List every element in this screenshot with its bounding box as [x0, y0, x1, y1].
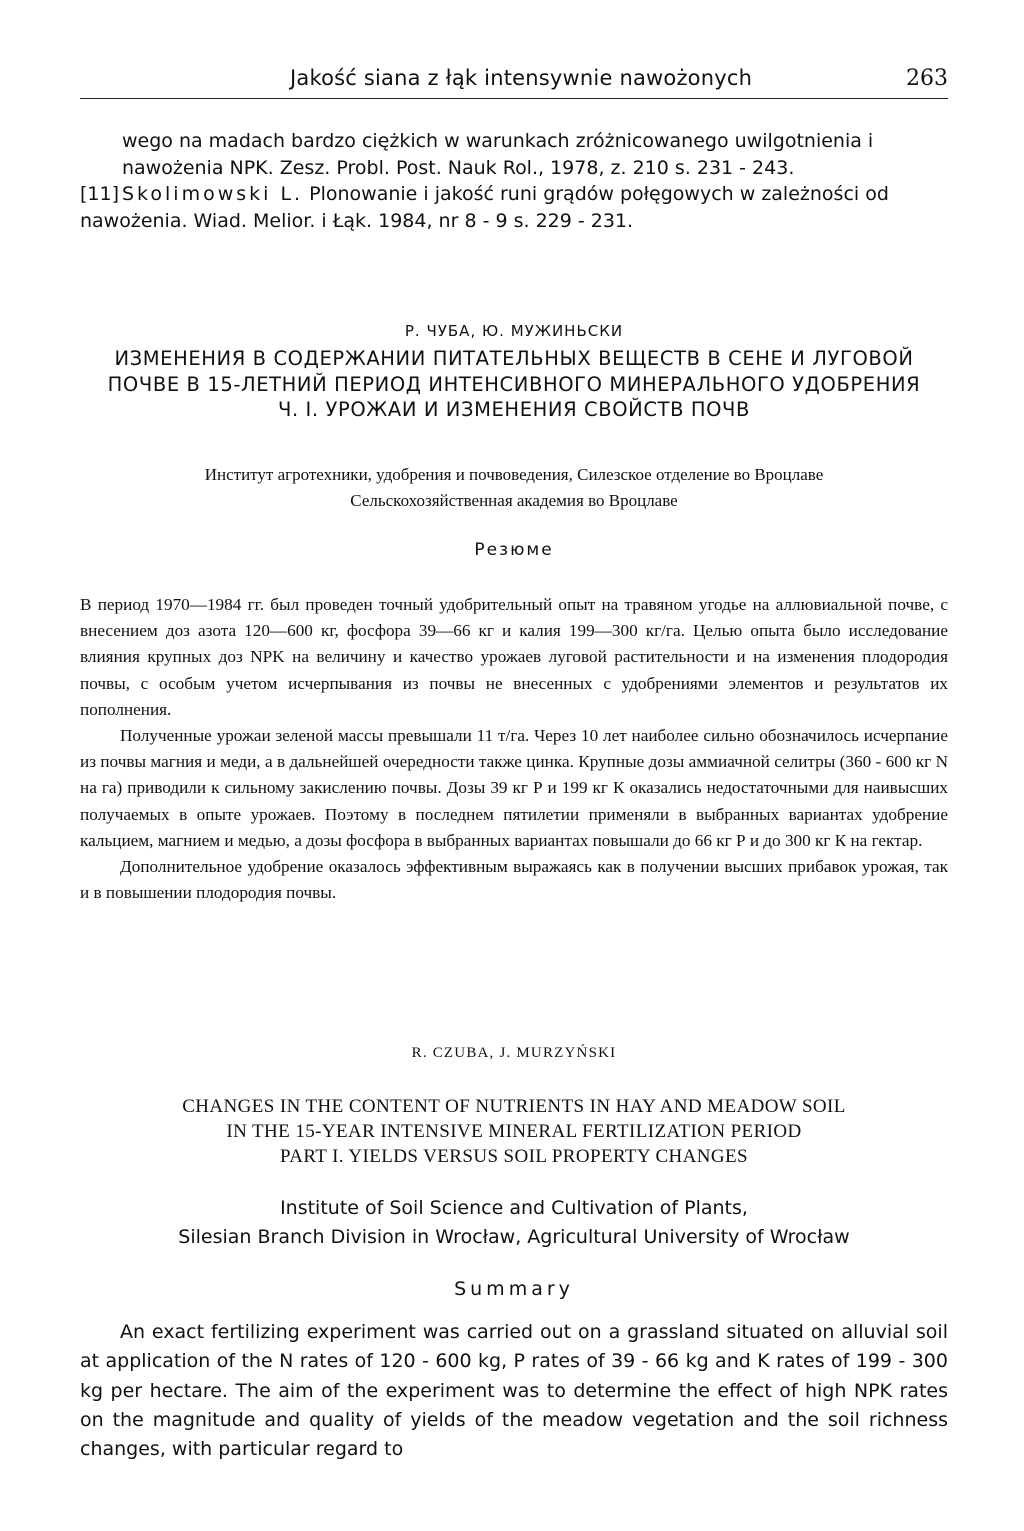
russian-title — [80, 346, 948, 423]
english-summary — [80, 1318, 948, 1464]
english-title-line: CHANGES IN THE CONTENT OF NUTRIENTS IN HAY AND MEADOW SOIL — [182, 1096, 846, 1117]
running-header — [80, 64, 948, 99]
russian-summary-heading: Резюме — [474, 540, 554, 560]
russian-paragraph: Полученные урожаи зеленой массы превышали 11 т/га. Через 10 лет наиболее сильно обозначилось исчерпание из почвы магния и меди, а в дальнейшей очередности также цинка. Крупные дозы аммиачной селитры (360 - 600 кг N на га) приводили к сильному закислению почвы. Дозы 39 кг Р и 199 кг К оказались недостаточными для наивысших получаемых в опыте урожаев. Поэтому в последнем пятилетии применяли в выбранных вариантах удобрение кальцием, магнием и медью, а дозы фосфора в выбранных вариантах повышали до 66 кг Р и до 300 кг К на гектар. — [80, 726, 948, 850]
english-summary-heading: Summary — [454, 1278, 574, 1300]
russian-institute-line: Институт агротехники, удобрения и почвоведения, Силезское отделение во Вроцлаве — [204, 465, 824, 484]
russian-paragraph: В период 1970—1984 гг. был проведен точный удобрительный опыт на травяном угодье на аллювиальной почве, с внесением доз азота 120—600 кг, фосфора 39—66 кг и калия 199—300 кг/га. Целью опыта было исследование влияния крупных доз NPK на величину и качество урожаев луговой растительности и на изменения плодородия почвы, с особым учетом исчерпывания из почвы не внесенных с удобрениями элементов и результатов их пополнения. — [80, 595, 948, 719]
russian-paragraph: Дополнительное удобрение оказалось эффективным выражаясь как в получении высших прибавок урожая, так и в повышении плодородия почвы. — [80, 857, 948, 903]
english-title-line: PART I. YIELDS VERSUS SOIL PROPERTY CHANGES — [279, 1146, 748, 1167]
running-title: Jakość siana z łąk intensywnie nawożonych — [290, 66, 753, 90]
english-institute — [80, 1194, 948, 1252]
reference-continued-text: wego na madach bardzo ciężkich w warunkach zróżnicowanego uwilgotnienia i nawożenia NPK. Zesz. Probl. Post. Nauk Rol., 1978, z. 210 s. 231 - 243. — [122, 130, 874, 179]
english-title-line: IN THE 15-YEAR INTENSIVE MINERAL FERTILIZATION PERIOD — [226, 1121, 802, 1142]
english-paragraph: An exact fertilizing experiment was carried out on a grassland situated on alluvial soil at application of the N rates of 120 - 600 kg, P rates of 39 - 66 kg and K rates of 199 - 300 kg per hectare. The aim of the experiment was to determine the effect of high NPK rates on the magnitude and quality of yields of the meadow vegetation and the soil richness changes, with particular regard to — [80, 1321, 948, 1461]
russian-summary — [80, 592, 948, 906]
russian-title-line: Ч. I. УРОЖАИ И ИЗМЕНЕНИЯ СВОЙСТВ ПОЧВ — [277, 398, 751, 421]
english-title — [80, 1094, 948, 1169]
reference-continued — [80, 128, 948, 181]
reference-11-text: Plonowanie i jakość runi grądów połęgowych w zależności od nawożenia. Wiad. Melior. i Łąk. 1984, nr 8 - 9 s. 229 - 231. — [80, 183, 889, 232]
reference-11-author: Skolimowski L. — [122, 183, 304, 205]
russian-title-line: ИЗМЕНЕНИЯ В СОДЕРЖАНИИ ПИТАТЕЛЬНЫХ ВЕЩЕСТВ В СЕНЕ И ЛУГОВОЙ — [114, 347, 914, 370]
russian-authors: Р. ЧУБА, Ю. МУЖИНЬСКИ — [404, 322, 624, 340]
english-institute-line: Silesian Branch Division in Wrocław, Agricultural University of Wrocław — [178, 1226, 850, 1248]
english-authors: R. CZUBA, J. MURZYŃSKI — [411, 1045, 617, 1061]
english-institute-line: Institute of Soil Science and Cultivation of Plants, — [280, 1197, 748, 1219]
page-number: 263 — [906, 66, 948, 91]
russian-institute-line: Сельскохозяйственная академия во Вроцлаве — [350, 491, 678, 510]
reference-11 — [80, 181, 948, 234]
reference-11-number: [11] — [80, 183, 120, 205]
russian-title-line: ПОЧВЕ В 15-ЛЕТНИЙ ПЕРИОД ИНТЕНСИВНОГО МИНЕРАЛЬНОГО УДОБРЕНИЯ — [107, 372, 921, 396]
russian-institute — [80, 462, 948, 514]
reference-list — [80, 128, 948, 234]
